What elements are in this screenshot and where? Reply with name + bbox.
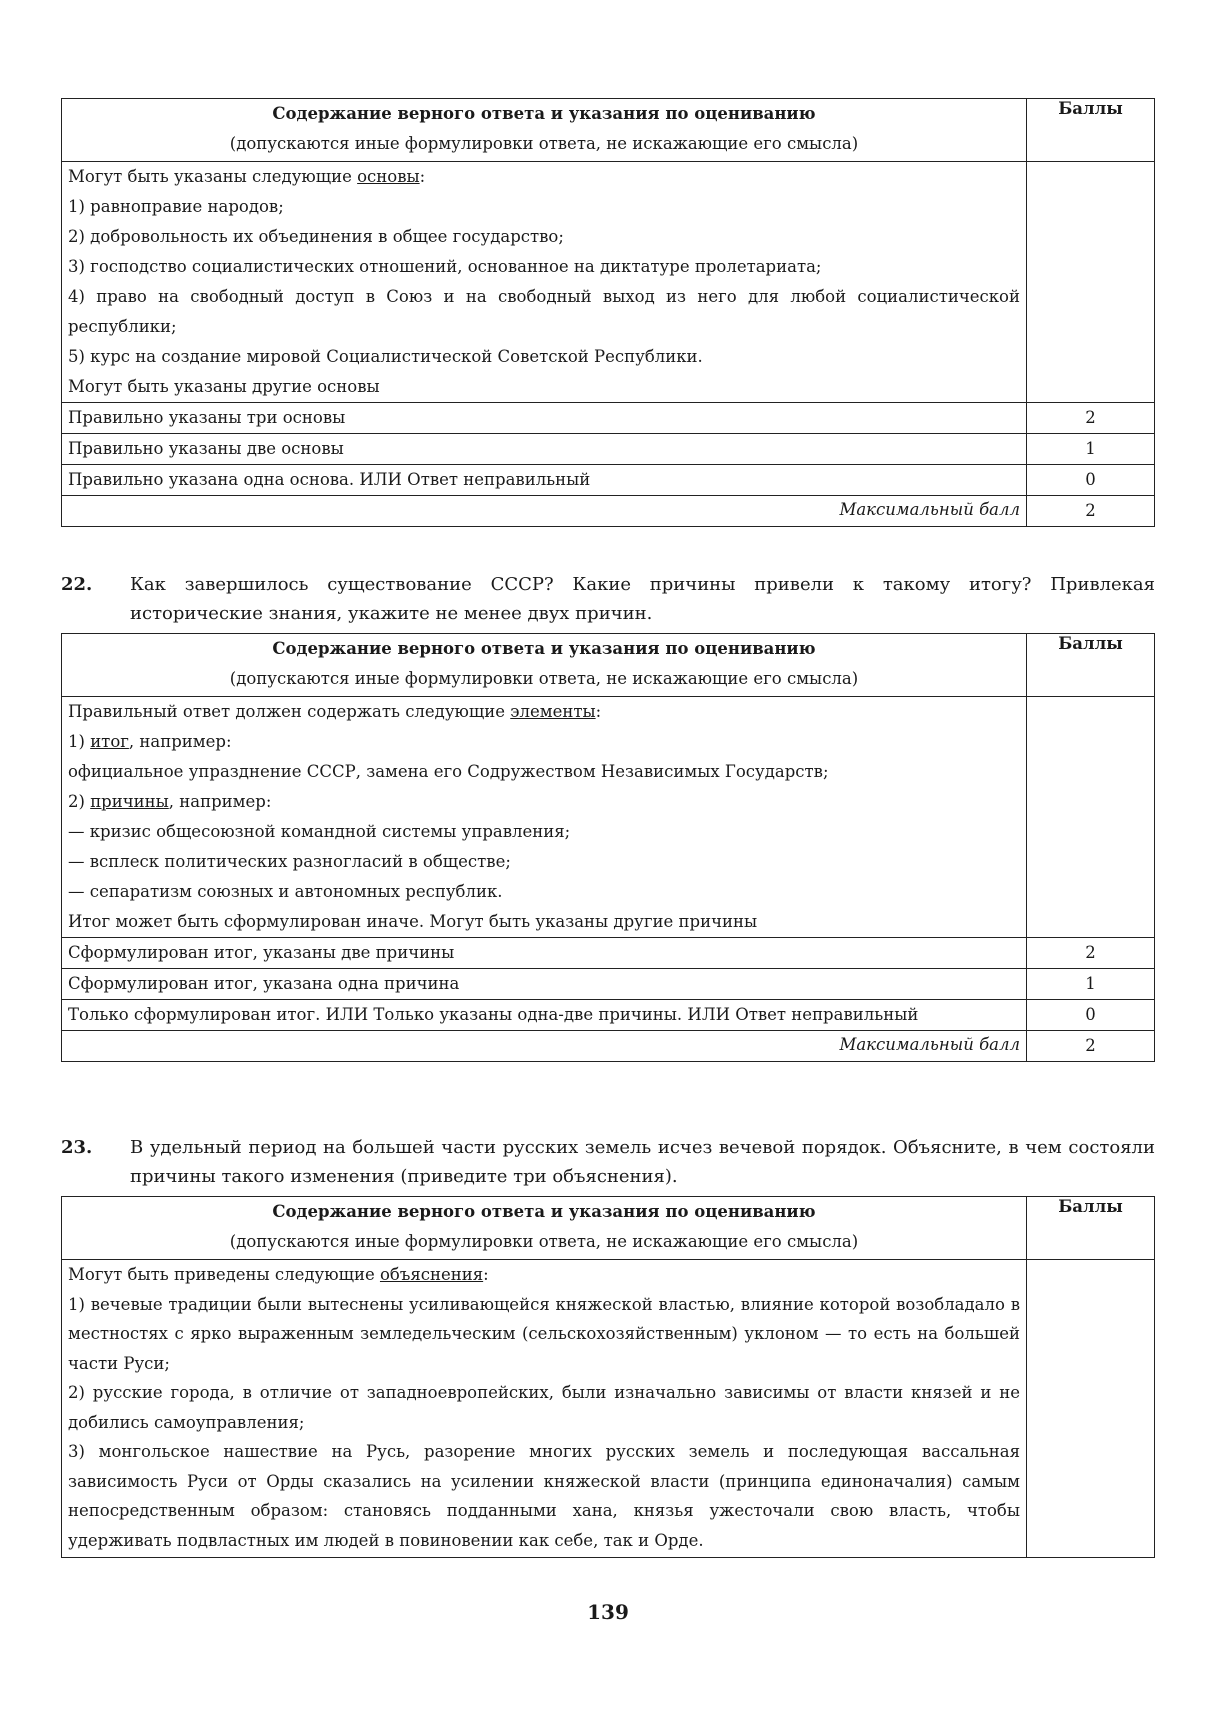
note: Могут быть указаны другие основы (68, 377, 380, 396)
header-cell (62, 99, 1027, 162)
score: 1 (1027, 969, 1155, 1000)
criterion-text: Правильно указаны три основы (62, 403, 1027, 434)
criteria-table-23 (61, 1196, 1155, 1558)
item-keyword: итог (90, 732, 129, 751)
item-2-heading (68, 787, 1020, 817)
intro-line (68, 1260, 1020, 1290)
criteria-table-21 (61, 98, 1155, 527)
intro-colon: : (419, 167, 426, 186)
table-header-row (62, 99, 1155, 162)
answer-content (62, 162, 1027, 403)
header-subtitle: (допускаются иные формулировки ответа, не искажающие его смысла) (229, 1232, 859, 1251)
criterion-text: Правильно указана одна основа. ИЛИ Ответ неправильный (62, 465, 1027, 496)
empty-score-cell (1027, 1260, 1155, 1558)
header-cell (62, 634, 1027, 697)
item-num: 1) (68, 732, 91, 751)
cause-item: — всплеск политических разногласий в обществе; (68, 852, 511, 871)
intro-keyword: элементы (510, 702, 596, 721)
max-row (62, 496, 1155, 527)
table-row (62, 465, 1155, 496)
content-row (62, 1260, 1155, 1558)
list-item: 1) вечевые традиции были вытеснены усиливающейся княжеской властью, влияние которой возобладало в местностях с ярко выраженным земледельческим (сельскохозяйственным) уклоном — то есть на большей части Руси; (68, 1294, 1020, 1373)
list-item: 2) добровольность их объединения в общее государство; (68, 227, 564, 246)
answer-content (62, 697, 1027, 938)
header-cell (62, 1197, 1027, 1260)
list-item: 1) равноправие народов; (68, 197, 284, 216)
intro-colon: : (483, 1265, 489, 1284)
intro-keyword: объяснения (379, 1265, 484, 1284)
max-label: Максимальный балл (62, 1031, 1027, 1062)
max-score: 2 (1027, 1031, 1155, 1062)
header-title: Содержание верного ответа и указания по оцениванию (272, 104, 816, 123)
cause-item: — сепаратизм союзных и автономных республик. (68, 882, 503, 901)
intro-text: Могут быть приведены следующие (68, 1265, 380, 1284)
list-item: 3) монгольское нашествие на Русь, разорение многих русских земель и последующая вассальная зависимость Руси от Орды сказались на усилении княжеской власти (принципа единоначалия) самым непосредственным образом: становясь подданными хана, князья ужесточали свою власть, чтобы удерживать подвластных им людей в повиновении как себе, так и Орде. (68, 1442, 1020, 1550)
item-suffix: , например: (168, 792, 272, 811)
points-header: Баллы (1027, 634, 1155, 697)
score: 0 (1027, 1000, 1155, 1031)
max-row (62, 1031, 1155, 1062)
note: Итог может быть сформулирован иначе. Могут быть указаны другие причины (68, 912, 758, 931)
header-title: Содержание верного ответа и указания по оцениванию (272, 1202, 816, 1221)
max-label: Максимальный балл (62, 496, 1027, 527)
question-text: В удельный период на большей части русских земель исчез вечевой порядок. Объясните, в чем состояли причины такого изменения (приведите три объяснения). (130, 1137, 1155, 1187)
page-number: 139 (587, 1600, 629, 1624)
question-text: Как завершилось существование СССР? Какие причины привели к такому итогу? Привлекая исторические знания, укажите не менее двух причин. (130, 574, 1155, 624)
list-item: 3) господство социалистических отношений, основанное на диктатуре пролетариата; (68, 257, 822, 276)
table-row (62, 403, 1155, 434)
score: 2 (1027, 403, 1155, 434)
item-1-text: официальное упразднение СССР, замена его Содружеством Независимых Государств; (68, 762, 829, 781)
table-row (62, 969, 1155, 1000)
table-row (62, 938, 1155, 969)
criterion-text: Только сформулирован итог. ИЛИ Только указаны одна-две причины. ИЛИ Ответ неправильный (62, 1000, 1027, 1031)
table-row (62, 1000, 1155, 1031)
intro-keyword: основы (357, 167, 420, 186)
max-score: 2 (1027, 496, 1155, 527)
points-header: Баллы (1027, 99, 1155, 162)
list-item: 5) курс на создание мировой Социалистической Советской Республики. (68, 347, 703, 366)
answer-content (62, 1260, 1027, 1558)
intro-line (68, 162, 1020, 192)
table-header-row (62, 634, 1155, 697)
points-header: Баллы (1027, 1197, 1155, 1260)
cause-item: — кризис общесоюзной командной системы управления; (68, 822, 571, 841)
empty-score-cell (1027, 697, 1155, 938)
question-23 (61, 1133, 1155, 1191)
table-row (62, 434, 1155, 465)
intro-colon: : (595, 702, 602, 721)
question-number: 22. (61, 574, 93, 595)
criterion-text: Правильно указаны две основы (62, 434, 1027, 465)
question-number: 23. (61, 1137, 93, 1158)
criterion-text: Сформулирован итог, указана одна причина (62, 969, 1027, 1000)
criterion-text: Сформулирован итог, указаны две причины (62, 938, 1027, 969)
score: 1 (1027, 434, 1155, 465)
item-1-heading (68, 727, 1020, 757)
content-row (62, 162, 1155, 403)
criteria-table-22 (61, 633, 1155, 1062)
header-title: Содержание верного ответа и указания по оцениванию (272, 639, 816, 658)
header-subtitle: (допускаются иные формулировки ответа, не искажающие его смысла) (229, 669, 859, 688)
item-num: 2) (68, 792, 91, 811)
content-row (62, 697, 1155, 938)
question-22 (61, 570, 1155, 628)
header-subtitle: (допускаются иные формулировки ответа, не искажающие его смысла) (229, 134, 859, 153)
item-suffix: , например: (128, 732, 232, 751)
table-header-row (62, 1197, 1155, 1260)
list-item: 2) русские города, в отличие от западноевропейских, были изначально зависимы от власти князей и не добились самоуправления; (68, 1383, 1020, 1432)
score: 0 (1027, 465, 1155, 496)
intro-line (68, 697, 1020, 727)
score: 2 (1027, 938, 1155, 969)
intro-text: Правильный ответ должен содержать следующие (68, 702, 511, 721)
empty-score-cell (1027, 162, 1155, 403)
intro-text: Могут быть указаны следующие (68, 167, 358, 186)
item-keyword: причины (90, 792, 169, 811)
list-item: 4) право на свободный доступ в Союз и на свободный выход из него для любой социалистической республики; (68, 287, 1020, 336)
